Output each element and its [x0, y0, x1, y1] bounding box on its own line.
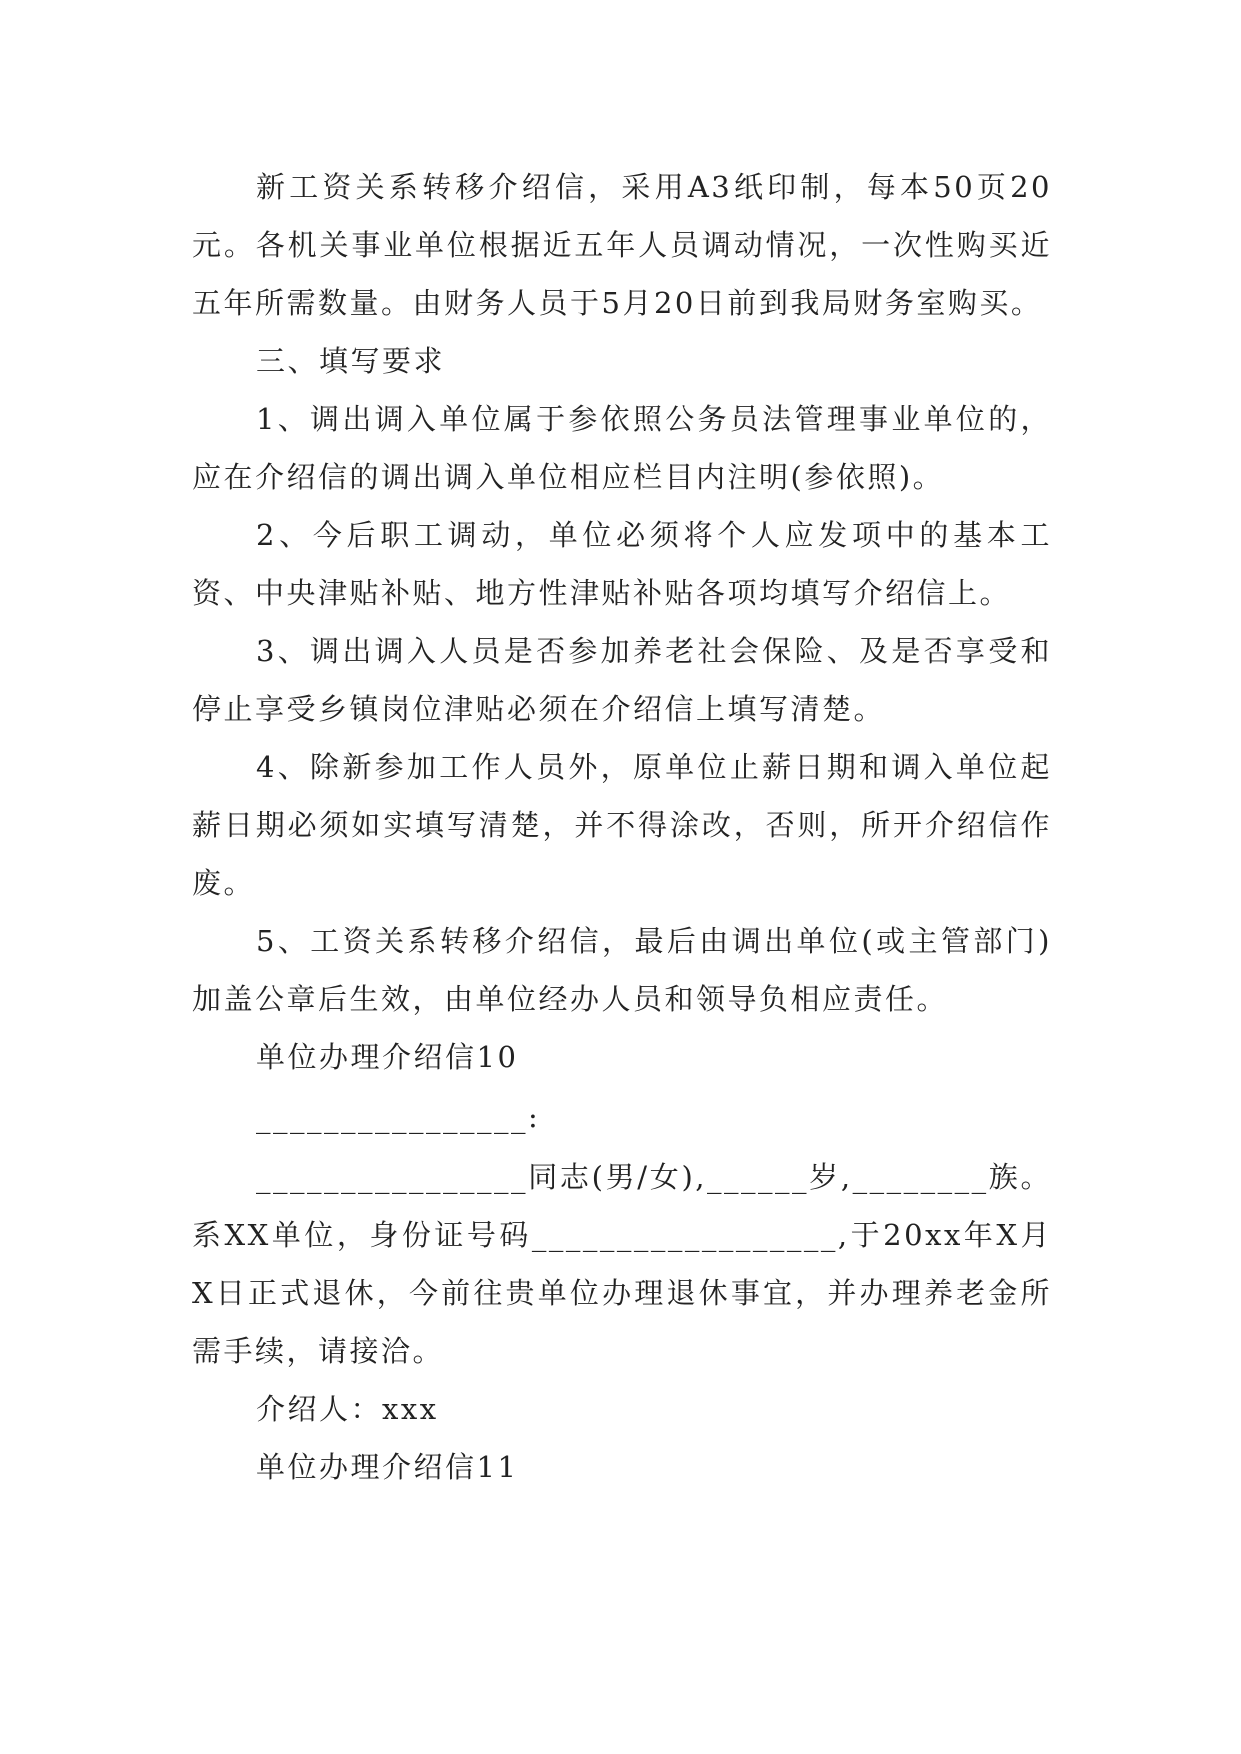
requirement-item-4: 4、除新参加工作人员外，原单位止薪日期和调入单位起薪日期必须如实填写清楚，并不得涂改，否则，所开介绍信作废。 [192, 750, 1052, 900]
requirement-item-5: 5、工资关系转移介绍信，最后由调出单位(或主管部门)加盖公章后生效，由单位经办人员和领导负相应责任。 [192, 924, 1052, 1016]
letter-heading-10: 单位办理介绍信10 [256, 1040, 519, 1074]
letter-salutation-blank: ________________: [256, 1100, 541, 1134]
letter-introducer: 介绍人：xxx [256, 1392, 439, 1426]
letter-body: ________________同志(男/女),______岁,________族。系XX单位，身份证号码__________________,于20xx年X月X日正式退休，今前往贵单位办理退休事宜，并办理养老金所需手续，请接洽。 [192, 1160, 1052, 1368]
letter-heading-11: 单位办理介绍信11 [256, 1450, 519, 1484]
section-heading-requirements: 三、填写要求 [256, 344, 446, 378]
requirement-item-3: 3、调出调入人员是否参加养老社会保险、及是否享受和停止享受乡镇岗位津贴必须在介绍信上填写清楚。 [192, 634, 1052, 726]
document-body [192, 158, 1052, 1496]
paragraph-purchase-info: 新工资关系转移介绍信，采用A3纸印制，每本50页20元。各机关事业单位根据近五年人员调动情况，一次性购买近五年所需数量。由财务人员于5月20日前到我局财务室购买。 [192, 170, 1052, 320]
requirement-item-1: 1、调出调入单位属于参依照公务员法管理事业单位的，应在介绍信的调出调入单位相应栏目内注明(参依照)。 [192, 402, 1052, 494]
requirement-item-2: 2、今后职工调动，单位必须将个人应发项中的基本工资、中央津贴补贴、地方性津贴补贴各项均填写介绍信上。 [192, 518, 1052, 610]
